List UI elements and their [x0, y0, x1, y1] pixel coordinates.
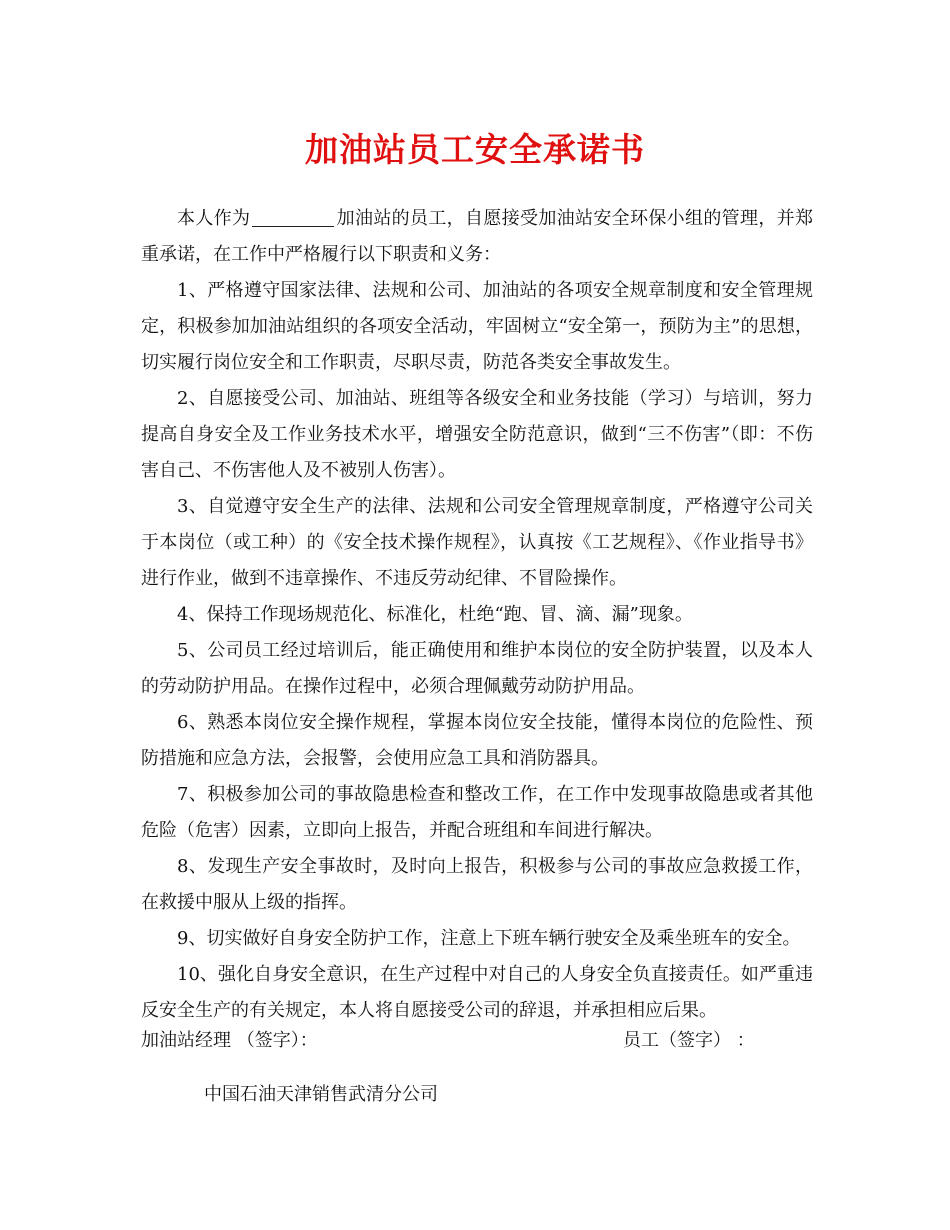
document-title: 加油站员工安全承诺书	[305, 130, 645, 169]
employee-signature-label: 员工（签字） ：	[623, 1030, 755, 1051]
commitment-item-2: 2、自愿接受公司、加油站、班组等各级安全和业务技能（学习）与培训，努力提高自身安全及工作业务技术水平，增强安全防范意识，做到“三不伤害”（即：不伤害自己、不伤害他人及不被别人伤害）。	[141, 388, 813, 481]
company-name: 中国石油天津销售武清分公司	[204, 1084, 438, 1105]
commitment-item-1: 1、严格遵守国家法律、法规和公司、加油站的各项安全规章制度和安全管理规定，积极参加加油站组织的各项安全活动，牢固树立“安全第一，预防为主”的思想，切实履行岗位安全和工作职责，尽职尽责，防范各类安全事故发生。	[141, 280, 813, 373]
commitment-item-3: 3、自觉遵守安全生产的法律、法规和公司安全管理规章制度，严格遵守公司关于本岗位（或工种）的《安全技术操作规程》，认真按《工艺规程》、《作业指导书》进行作业，做到不违章操作、不违反劳动纪律、不冒险操作。	[141, 496, 813, 589]
commitment-item-4: 4、保持工作现场规范化、标准化，杜绝“跑、冒、滴、漏”现象。	[177, 604, 693, 625]
intro-paragraph	[141, 201, 813, 273]
commitment-item-7: 7、积极参加公司的事故隐患检查和整改工作，在工作中发现事故隐患或者其他危险（危害）因素，立即向上报告，并配合班组和车间进行解决。	[141, 784, 813, 841]
commitment-item-8: 8、发现生产安全事故时，及时向上报告，积极参与公司的事故应急救援工作，在救援中服从上级的指挥。	[141, 856, 813, 913]
commitment-item-5: 5、公司员工经过培训后，能正确使用和维护本岗位的安全防护装置，以及本人的劳动防护用品。在操作过程中，必须合理佩戴劳动防护用品。	[141, 640, 813, 697]
intro-suffix: 加油站的员工，自愿接受加油站安全环保小组的管理，并郑重承诺，在工作中严格履行以下职责和义务：	[141, 208, 814, 265]
document-body	[141, 201, 813, 1029]
commitment-item-10: 10、强化自身安全意识，在生产过程中对自己的人身安全负直接责任。如严重违反安全生产的有关规定，本人将自愿接受公司的辞退，并承担相应后果。	[141, 964, 813, 1021]
signature-row	[141, 1023, 813, 1059]
manager-signature-label: 加油站经理 （签字）：	[141, 1030, 318, 1051]
commitment-item-6: 6、熟悉本岗位安全操作规程，掌握本岗位安全技能，懂得本岗位的危险性、预防措施和应急方法，会报警，会使用应急工具和消防器具。	[141, 712, 813, 769]
commitment-item-9: 9、切实做好自身安全防护工作，注意上下班车辆行驶安全及乘坐班车的安全。	[177, 928, 801, 949]
station-name-blank	[252, 208, 334, 227]
intro-prefix: 本人作为	[177, 208, 251, 229]
